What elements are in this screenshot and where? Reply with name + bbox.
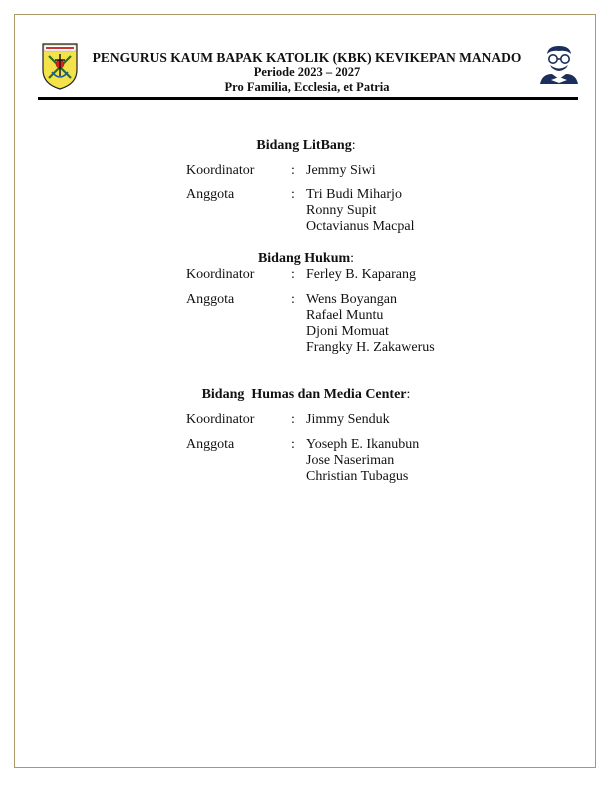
separator-colon: :	[291, 163, 295, 178]
anggota-name: Octavianus Macpal	[306, 219, 415, 234]
header-motto: Pro Familia, Ecclesia, et Patria	[224, 80, 390, 94]
anggota-name: Frangky H. Zakawerus	[306, 340, 435, 355]
separator-colon: :	[291, 267, 295, 282]
section-title-text: Bidang Humas dan Media Center	[201, 387, 407, 402]
anggota-label: Anggota	[186, 292, 235, 307]
header-rule	[38, 97, 578, 100]
anggota-label: Anggota	[186, 437, 235, 452]
anggota-name: Rafael Muntu	[306, 308, 384, 323]
section-title-text: Bidang Hukum	[257, 251, 351, 266]
anggota-name: Tri Budi Miharjo	[306, 187, 402, 202]
koordinator-name: Jimmy Senduk	[306, 412, 390, 427]
kbk-shield-emblem-icon	[41, 42, 79, 90]
anggota-name: Jose Naseriman	[306, 453, 395, 468]
koordinator-label: Koordinator	[186, 412, 255, 427]
anggota-label: Anggota	[186, 187, 235, 202]
separator-colon: :	[291, 292, 295, 307]
header-title: PENGURUS KAUM BAPAK KATOLIK (KBK) KEVIKEPAN MANADO	[92, 50, 522, 65]
anggota-name: Yoseph E. Ikanubun	[306, 437, 420, 452]
section-colon: :	[351, 138, 356, 153]
section-colon: :	[350, 251, 355, 266]
header-period: Periode 2023 – 2027	[253, 65, 361, 79]
koordinator-label: Koordinator	[186, 163, 255, 178]
koordinator-label: Koordinator	[186, 267, 255, 282]
anggota-list	[306, 437, 419, 485]
section-title-text: Bidang LitBang	[256, 138, 352, 153]
separator-colon: :	[291, 412, 295, 427]
section-colon: :	[406, 387, 411, 402]
section-title-litbang	[0, 138, 612, 154]
separator-colon: :	[291, 437, 295, 452]
document-header	[38, 40, 578, 102]
anggota-name: Djoni Momuat	[306, 324, 389, 339]
anggota-list	[306, 292, 435, 356]
anggota-name: Wens Boyangan	[306, 292, 398, 307]
koordinator-name: Jemmy Siwi	[306, 163, 376, 178]
separator-colon: :	[291, 187, 295, 202]
koordinator-name: Ferley B. Kaparang	[306, 267, 417, 282]
section-title-hukum	[0, 251, 612, 267]
anggota-name: Christian Tubagus	[306, 469, 409, 484]
handshake-man-logo-icon	[538, 44, 580, 86]
section-title-humas	[0, 387, 612, 403]
anggota-name: Ronny Supit	[306, 203, 377, 218]
anggota-list	[306, 187, 414, 235]
